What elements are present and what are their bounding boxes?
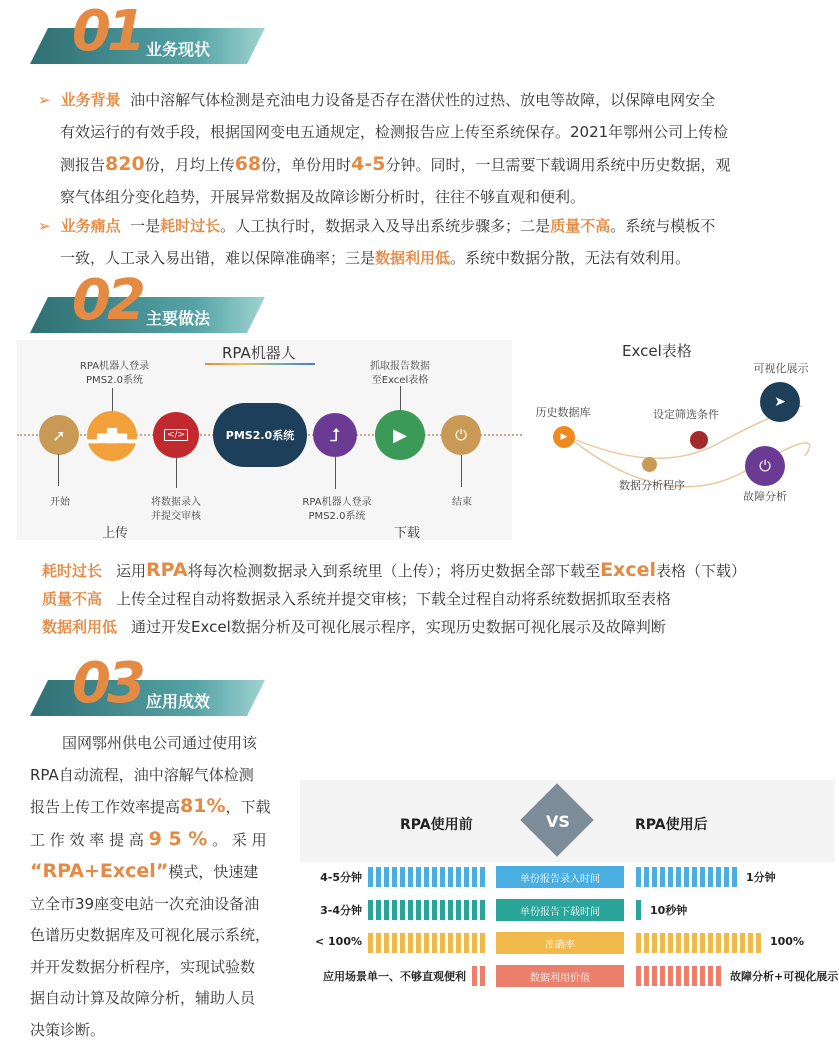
section-title-1: 业务现状 xyxy=(146,40,211,59)
visual-label: 可视化展示 xyxy=(753,362,809,375)
download-label: 下载 xyxy=(394,526,421,541)
measures-list xyxy=(42,556,832,641)
after-bar xyxy=(636,867,737,887)
result-paragraph: 国网鄂州供电公司通过使用该 RPA自动流程，油中溶解气体检测 报告上传工作效率提高81%，下载 工 作 效 率 提 高 9 5 % 。 采 用 “RPA+Excel”模式，快速建 立全市39座变电站一次充油设备油 色谱历史数据库及可视化展示系统， 并开发数据分析程序，实现试验数 据自动计算及故障分析，辅助人员 决策诊断。 xyxy=(30,734,271,1039)
metric-label: 准确率 xyxy=(496,932,624,954)
before-value: 4-5分钟 xyxy=(320,871,362,884)
metric-label: 单份报告下载时间 xyxy=(496,899,624,921)
after-value: 1分钟 xyxy=(746,871,776,884)
comparison-graphic xyxy=(300,780,839,990)
section-number-1: 01 xyxy=(72,0,142,64)
section-number-3: 03 xyxy=(72,651,142,716)
comparison-row xyxy=(300,932,835,952)
fault-label: 故障分析 xyxy=(743,490,787,503)
section-title-2: 主要做法 xyxy=(146,309,211,328)
before-bar xyxy=(368,900,485,920)
end-node xyxy=(441,415,481,455)
play-icon: ▶ xyxy=(393,424,407,446)
code-window-icon: </> xyxy=(164,429,188,441)
before-value: 应用场景单一、不够直观便利 xyxy=(323,970,466,983)
after-bar xyxy=(636,966,721,986)
filter-label: 设定筛选条件 xyxy=(653,408,719,421)
arrow-icon: ➢ xyxy=(38,217,51,235)
paragraph-background: ➢ 业务背景 油中溶解气体检测是充油电力设备是否存在潜伏性的过热、放电等故障，以保障电网安全 有效运行的有效手段，根据国网变电五通规定，检测报告应上传至系统保存。2021年鄂州公司上传检 测报告820份，月均上传68份，单份用时4-5分钟。同时，一旦需要下载调用系统中历史数据，观 察气体组分变化趋势，开展异常数据及故障诊断分析时，往往不够直观和便利。 xyxy=(38,91,731,206)
audio-wave-icon: ▂▅█▅▂ xyxy=(87,428,137,444)
after-value: 100% xyxy=(770,935,804,948)
excel-title: Excel表格 xyxy=(622,342,692,360)
measure-row: 质量不高 上传全过程自动将数据录入系统并提交审核；下载全过程自动将系统数据抓取至表格 xyxy=(42,590,672,608)
upload-label: 上传 xyxy=(102,526,129,541)
code-node xyxy=(153,412,199,458)
metric-label: 单份报告录入时间 xyxy=(496,866,624,888)
start-node xyxy=(39,415,79,455)
filter-node xyxy=(690,431,708,449)
before-bar xyxy=(368,933,485,953)
before-value: 3-4分钟 xyxy=(320,904,362,917)
measure-row: 耗时过长 运用RPA将每次检测数据录入到系统里（上传）；将历史数据全部下载至Excel表格（下载） xyxy=(42,559,746,581)
process-diagram xyxy=(17,336,821,541)
before-value: < 100% xyxy=(314,935,362,948)
fetch-top-label: 抓取报告数据 至Excel表格 xyxy=(370,361,430,386)
pms-node: PMS2.0系统 xyxy=(213,403,307,467)
before-bar xyxy=(472,966,485,986)
after-bar xyxy=(636,933,761,953)
login-bottom-label: RPA机器人登录 PMS2.0系统 xyxy=(302,497,372,522)
section-number-2: 02 xyxy=(72,268,142,333)
after-value: 10秒钟 xyxy=(650,904,688,917)
power-icon: ⏻ xyxy=(759,457,771,475)
history-db-label: 历史数据库 xyxy=(535,406,591,419)
play-icon: ▶ xyxy=(560,432,568,442)
cursor-icon: ➚ xyxy=(52,425,66,445)
arrow-icon: ➢ xyxy=(38,91,51,109)
rpa-title: RPA机器人 xyxy=(222,344,296,362)
login-top-label: RPA机器人登录 PMS2.0系统 xyxy=(79,361,150,386)
history-db-node xyxy=(553,426,575,448)
entry-bottom-label: 将数据录入 并提交审核 xyxy=(151,497,201,522)
send-icon: ➤ xyxy=(774,394,786,410)
analysis-prog-label: 数据分析程序 xyxy=(619,479,685,492)
metric-label: 数据利用价值 xyxy=(496,965,624,987)
after-bar xyxy=(636,900,641,920)
fault-node xyxy=(745,446,785,486)
after-label: RPA使用后 xyxy=(635,817,708,833)
upload-arrow-icon: ⮥ xyxy=(329,424,341,446)
paragraph-pain-points: ➢ 业务痛点 一是耗时过长。人工执行时，数据录入及导出系统步骤多；二是质量不高。系统与模板不 一致，人工录入易出错，难以保障准确率；三是数据利用低。系统中数据分散，无法有效利用。 xyxy=(38,217,716,267)
power-icon: ⏻ xyxy=(455,426,467,444)
start-label: 开始 xyxy=(50,497,70,508)
before-bar xyxy=(368,867,485,887)
visual-node xyxy=(760,382,800,422)
analysis-prog-node xyxy=(642,457,657,472)
before-label: RPA使用前 xyxy=(400,817,473,833)
comparison-row xyxy=(300,965,839,985)
upload-node xyxy=(313,413,357,457)
play-node xyxy=(375,410,425,460)
after-value: 故障分析+可视化展示 xyxy=(730,970,839,983)
measure-row: 数据利用低 通过开发Excel数据分析及可视化展示程序，实现历史数据可视化展示及故障判断 xyxy=(42,618,666,636)
section-title-3: 应用成效 xyxy=(146,692,211,711)
comparison-row xyxy=(300,866,835,886)
voice-node xyxy=(87,411,137,461)
vs-text: VS xyxy=(546,812,570,831)
comparison-row xyxy=(300,899,835,919)
end-label: 结束 xyxy=(452,497,472,508)
